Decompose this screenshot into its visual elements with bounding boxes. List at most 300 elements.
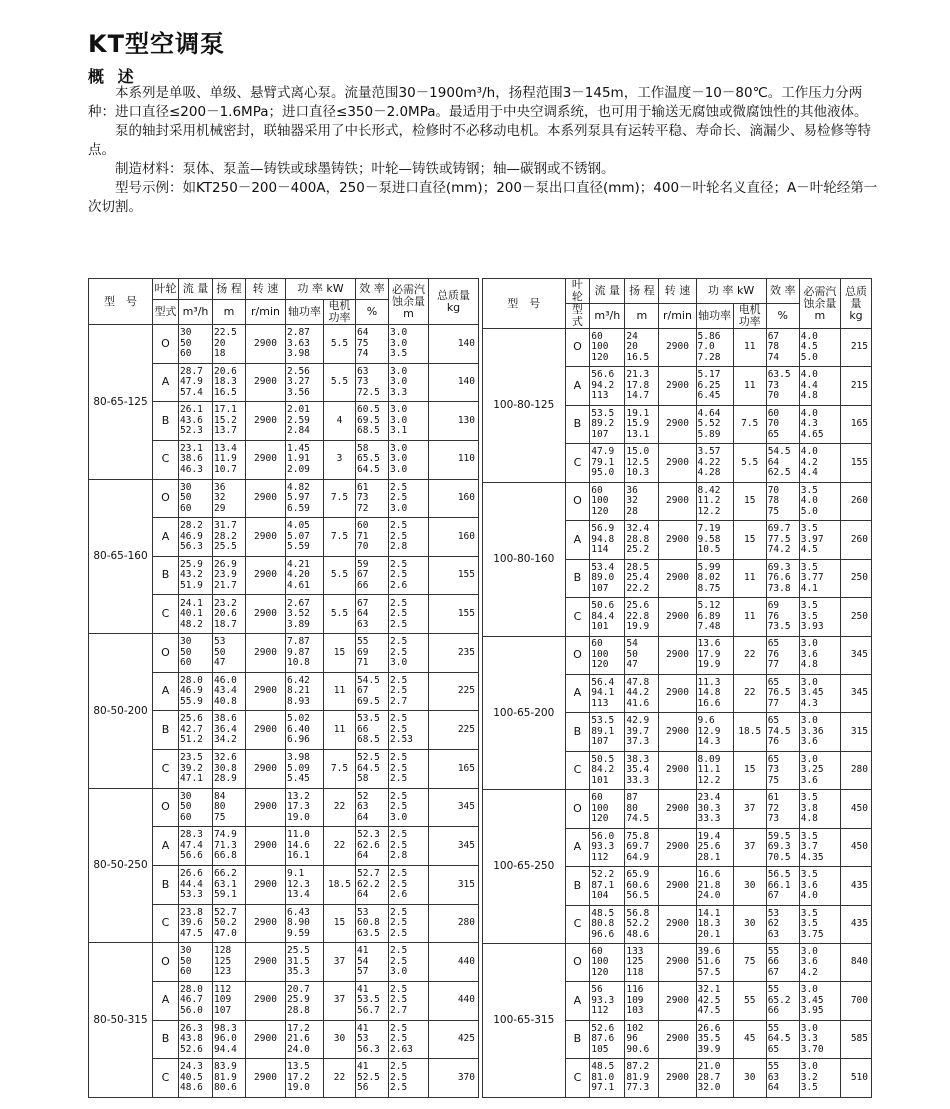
flow-cell: 28.0 46.9 55.9 [179,672,213,711]
speed-cell: 2900 [246,711,286,750]
flow-cell: 30 50 60 [179,943,213,982]
shaft-power-cell: 13.2 17.3 19.0 [286,788,324,827]
spec-table-left [88,278,479,1098]
flow-cell: 26.1 43.6 52.3 [179,402,213,441]
efficiency-cell: 60 70 65 [766,405,799,443]
impeller-type-cell: O [565,636,590,674]
speed-cell: 2900 [659,867,696,905]
npsh-cell: 3.5 3.6 4.0 [799,867,840,905]
intro-text [88,84,878,217]
header-shaft-power: 轴功率 [286,300,324,325]
header-model: 型 号 [89,279,153,325]
impeller-type-cell: B [565,867,590,905]
mass-cell: 215 [840,367,871,405]
intro-paragraph-2: 泵的轴封采用机械密封，联轴器采用了中长形式，检修时不必移动电机。本系列泵具有运转平稳、寿命长、滴漏少、易检修等特点。 [88,123,871,158]
shaft-power-cell: 4.05 5.07 5.59 [286,518,324,557]
efficiency-cell: 41 54 57 [356,943,389,982]
flow-cell: 56 93.3 112 [590,982,625,1020]
efficiency-cell: 69.7 77.5 74.2 [766,521,799,559]
impeller-type-cell: C [153,904,179,943]
header-power: 功 率 kW [286,279,356,300]
motor-power-cell: 30 [324,1020,356,1059]
speed-cell: 2900 [659,521,696,559]
flow-cell: 60 100 120 [590,944,625,982]
header-head-unit: m [625,304,659,329]
head-cell: 23.2 20.6 18.7 [213,595,246,634]
mass-cell: 345 [840,674,871,712]
npsh-cell: 2.5 2.5 3.0 [389,788,429,827]
head-cell: 38.6 36.4 34.2 [213,711,246,750]
flow-cell: 60 100 120 [590,482,625,520]
shaft-power-cell: 21.0 28.7 32.0 [696,1059,733,1098]
head-cell: 74.9 71.3 66.8 [213,827,246,866]
impeller-type-cell: A [153,981,179,1020]
npsh-cell: 2.5 2.5 2.8 [389,518,429,557]
mass-cell: 370 [429,1059,479,1098]
table-row [483,482,872,520]
motor-power-cell: 22 [733,636,766,674]
impeller-type-cell: O [153,634,179,673]
header-impeller: 叶轮 [153,279,179,300]
flow-cell: 23.5 39.2 47.1 [179,750,213,789]
motor-power-cell: 37 [733,828,766,866]
mass-cell: 435 [840,867,871,905]
efficiency-cell: 65 76.5 77 [766,674,799,712]
efficiency-cell: 53.5 66 68.5 [356,711,389,750]
table-row [483,329,872,367]
header-flow-unit: m³/h [179,300,213,325]
efficiency-cell: 52 63 64 [356,788,389,827]
shaft-power-cell: 2.56 3.27 3.56 [286,363,324,402]
shaft-power-cell: 8.09 11.1 12.2 [696,751,733,789]
head-cell: 75.8 69.7 64.9 [625,828,659,866]
head-cell: 83.9 81.9 80.6 [213,1059,246,1098]
impeller-type-cell: B [565,559,590,597]
efficiency-cell: 53 62 63 [766,905,799,943]
efficiency-cell: 61 72 73 [766,790,799,828]
head-cell: 15.0 12.5 10.3 [625,444,659,482]
header-npsh-label: 必需汽蚀余量 [392,282,425,308]
speed-cell: 2900 [659,367,696,405]
shaft-power-cell: 5.99 8.02 8.75 [696,559,733,597]
head-cell: 21.3 17.8 14.7 [625,367,659,405]
speed-cell: 2900 [659,444,696,482]
motor-power-cell: 5.5 [324,325,356,364]
npsh-cell: 3.0 3.6 4.8 [799,636,840,674]
head-cell: 52.7 50.2 47.0 [213,904,246,943]
shaft-power-cell: 17.2 21.6 24.0 [286,1020,324,1059]
npsh-cell: 2.5 2.5 2.53 [389,711,429,750]
mass-cell: 155 [429,595,479,634]
flow-cell: 26.3 43.8 52.6 [179,1020,213,1059]
npsh-cell: 3.5 3.77 4.1 [799,559,840,597]
motor-power-cell: 22 [733,674,766,712]
motor-power-cell: 18.5 [324,865,356,904]
header-efficiency: 效 率 [356,279,389,300]
shaft-power-cell: 11.3 14.8 16.6 [696,674,733,712]
table-row [89,943,479,982]
motor-power-cell: 22 [324,827,356,866]
motor-power-cell: 15 [733,521,766,559]
table-row [89,634,479,673]
table-row [89,788,479,827]
npsh-cell: 3.0 3.2 3.5 [799,1059,840,1098]
npsh-cell: 2.5 2.5 2.8 [389,827,429,866]
speed-cell: 2900 [659,636,696,674]
model-cell: 100-65-200 [483,636,566,790]
header-flow: 流 量 [179,279,213,300]
npsh-cell: 3.0 3.0 3.0 [389,440,429,479]
head-cell: 128 125 123 [213,943,246,982]
header-npsh-label: 必需汽蚀余量 [803,284,837,310]
header-mass-unit: kg [849,308,863,322]
mass-cell: 585 [840,1020,871,1058]
impeller-type-cell: O [153,788,179,827]
motor-power-cell: 15 [733,482,766,520]
motor-power-cell: 7.5 [324,518,356,557]
model-cell: 80-50-200 [89,634,153,789]
header-efficiency: 效 率 [766,279,799,304]
motor-power-cell: 11 [324,672,356,711]
flow-cell: 56.0 93.3 112 [590,828,625,866]
header-speed-unit: r/min [659,304,696,329]
npsh-cell: 3.5 3.8 4.8 [799,790,840,828]
efficiency-cell: 60 71 70 [356,518,389,557]
mass-cell: 840 [840,944,871,982]
speed-cell: 2900 [246,595,286,634]
efficiency-cell: 65 76 77 [766,636,799,674]
impeller-type-cell: B [153,1020,179,1059]
speed-cell: 2900 [246,325,286,364]
header-flow: 流 量 [590,279,625,304]
speed-cell: 2900 [659,1059,696,1098]
npsh-cell: 2.5 2.5 2.5 [389,904,429,943]
head-cell: 22.5 20 18 [213,325,246,364]
model-cell: 100-80-125 [483,329,566,483]
efficiency-cell: 41 53.5 56.7 [356,981,389,1020]
motor-power-cell: 22 [324,788,356,827]
npsh-cell: 3.5 3.5 3.75 [799,905,840,943]
efficiency-cell: 54.5 64 62.5 [766,444,799,482]
table-row [483,944,872,982]
efficiency-cell: 58 65.5 64.5 [356,440,389,479]
motor-power-cell: 37 [324,943,356,982]
shaft-power-cell: 23.4 30.3 33.3 [696,790,733,828]
impeller-type-cell: A [153,518,179,557]
shaft-power-cell: 5.17 6.25 6.45 [696,367,733,405]
mass-cell: 315 [429,865,479,904]
motor-power-cell: 30 [733,1059,766,1098]
speed-cell: 2900 [246,402,286,441]
head-cell: 17.1 15.2 13.7 [213,402,246,441]
impeller-type-cell: A [153,363,179,402]
npsh-cell: 3.5 3.5 3.93 [799,598,840,636]
npsh-cell: 2.5 2.5 2.7 [389,981,429,1020]
header-head: 扬 程 [625,279,659,304]
flow-cell: 60 100 120 [590,790,625,828]
mass-cell: 130 [429,402,479,441]
motor-power-cell: 15 [324,904,356,943]
speed-cell: 2900 [246,672,286,711]
flow-cell: 48.5 81.0 97.1 [590,1059,625,1098]
head-cell: 19.1 15.9 13.1 [625,405,659,443]
efficiency-cell: 65 74.5 76 [766,713,799,751]
head-cell: 65.9 60.6 56.5 [625,867,659,905]
header-efficiency-unit: % [356,300,389,325]
header-npsh [389,279,429,325]
impeller-type-cell: C [565,905,590,943]
efficiency-cell: 55 65.2 66 [766,982,799,1020]
flow-cell: 30 50 60 [179,325,213,364]
shaft-power-cell: 4.82 5.97 6.59 [286,479,324,518]
impeller-type-cell: B [565,713,590,751]
mass-cell: 155 [429,556,479,595]
impeller-type-cell: C [153,440,179,479]
flow-cell: 25.9 43.2 51.9 [179,556,213,595]
flow-cell: 28.0 46.7 56.0 [179,981,213,1020]
head-cell: 102 96 90.6 [625,1020,659,1058]
mass-cell: 510 [840,1059,871,1098]
shaft-power-cell: 6.43 8.90 9.59 [286,904,324,943]
model-cell: 80-65-160 [89,479,153,634]
header-mass [840,279,871,329]
npsh-cell: 3.0 3.36 3.6 [799,713,840,751]
header-mass-unit: kg [446,300,461,314]
mass-cell: 440 [429,943,479,982]
shaft-power-cell: 5.86 7.0 7.28 [696,329,733,367]
header-impeller-sub: 型式 [565,304,590,329]
speed-cell: 2900 [659,828,696,866]
mass-cell: 450 [840,828,871,866]
speed-cell: 2900 [246,634,286,673]
model-cell: 80-65-125 [89,325,153,480]
header-mass-label: 总质量 [437,288,470,302]
intro-paragraph-3: 制造材料：泵体、泵盖—铸铁或球墨铸铁；叶轮—铸铁或铸钢；轴—碳钢或不锈钢。 [115,161,615,177]
efficiency-cell: 67 78 74 [766,329,799,367]
head-cell: 24 20 16.5 [625,329,659,367]
mass-cell: 250 [840,559,871,597]
head-cell: 28.5 25.4 22.2 [625,559,659,597]
speed-cell: 2900 [659,1020,696,1058]
efficiency-cell: 59 67 66 [356,556,389,595]
speed-cell: 2900 [246,981,286,1020]
header-npsh-unit: m [814,308,826,322]
impeller-type-cell: C [153,1059,179,1098]
table-row [89,479,479,518]
page-title: KT型空调泵 [88,30,225,58]
motor-power-cell: 45 [733,1020,766,1058]
efficiency-cell: 55 64.5 65 [766,1020,799,1058]
npsh-cell: 3.0 3.0 3.5 [389,325,429,364]
motor-power-cell: 4 [324,402,356,441]
impeller-type-cell: B [153,402,179,441]
motor-power-cell: 15 [324,634,356,673]
speed-cell: 2900 [246,440,286,479]
spec-table-right-wrap [482,278,872,1098]
npsh-cell: 3.0 3.0 3.3 [389,363,429,402]
npsh-cell: 3.0 3.0 3.1 [389,402,429,441]
speed-cell: 2900 [246,750,286,789]
impeller-type-cell: A [565,367,590,405]
efficiency-cell: 53 60.8 63.5 [356,904,389,943]
shaft-power-cell: 8.42 11.2 12.2 [696,482,733,520]
shaft-power-cell: 3.57 4.22 4.28 [696,444,733,482]
impeller-type-cell: C [565,444,590,482]
efficiency-cell: 52.7 62.2 64 [356,865,389,904]
npsh-cell: 2.5 2.5 2.5 [389,1059,429,1098]
shaft-power-cell: 26.6 35.5 39.9 [696,1020,733,1058]
shaft-power-cell: 20.7 25.9 28.8 [286,981,324,1020]
efficiency-cell: 64 75 74 [356,325,389,364]
flow-cell: 50.6 84.4 101 [590,598,625,636]
flow-cell: 25.6 42.7 51.2 [179,711,213,750]
flow-cell: 56.6 94.2 113 [590,367,625,405]
efficiency-cell: 56.5 66.1 67 [766,867,799,905]
shaft-power-cell: 7.19 9.58 10.5 [696,521,733,559]
header-flow-unit: m³/h [590,304,625,329]
flow-cell: 24.1 40.1 48.2 [179,595,213,634]
npsh-cell: 2.5 2.5 2.63 [389,1020,429,1059]
header-speed: 转 速 [659,279,696,304]
header-npsh-unit: m [403,306,414,320]
header-mass-label: 总质量 [844,284,867,310]
efficiency-cell: 69 76 73.5 [766,598,799,636]
section-heading: 概 述 [88,67,138,86]
efficiency-cell: 55 69 71 [356,634,389,673]
header-head: 扬 程 [213,279,246,300]
head-cell: 46.0 43.4 40.8 [213,672,246,711]
npsh-cell: 3.0 3.45 3.95 [799,982,840,1020]
speed-cell: 2900 [246,904,286,943]
speed-cell: 2900 [246,1059,286,1098]
flow-cell: 52.2 87.1 104 [590,867,625,905]
efficiency-cell: 60.5 69.5 68.5 [356,402,389,441]
speed-cell: 2900 [246,788,286,827]
npsh-cell: 2.5 2.5 3.0 [389,943,429,982]
npsh-cell: 3.0 3.6 4.2 [799,944,840,982]
impeller-type-cell: A [565,828,590,866]
impeller-type-cell: B [153,865,179,904]
shaft-power-cell: 2.67 3.52 3.89 [286,595,324,634]
impeller-type-cell: O [565,790,590,828]
shaft-power-cell: 32.1 42.5 47.5 [696,982,733,1020]
shaft-power-cell: 25.5 31.5 35.3 [286,943,324,982]
npsh-cell: 3.0 3.25 3.6 [799,751,840,789]
npsh-cell: 2.5 2.5 3.0 [389,479,429,518]
npsh-cell: 4.0 4.2 4.4 [799,444,840,482]
head-cell: 25.6 22.8 19.9 [625,598,659,636]
npsh-cell: 4.0 4.5 5.0 [799,329,840,367]
mass-cell: 280 [429,904,479,943]
flow-cell: 30 50 60 [179,788,213,827]
impeller-type-cell: B [153,556,179,595]
flow-cell: 47.9 79.1 95.0 [590,444,625,482]
flow-cell: 52.6 87.6 105 [590,1020,625,1058]
impeller-type-cell: C [565,598,590,636]
flow-cell: 53.5 89.2 107 [590,405,625,443]
efficiency-cell: 59.5 69.3 70.5 [766,828,799,866]
impeller-type-cell: C [565,751,590,789]
efficiency-cell: 41 53 56.3 [356,1020,389,1059]
model-cell: 80-50-250 [89,788,153,943]
efficiency-cell: 70 78 75 [766,482,799,520]
efficiency-cell: 61 73 72 [356,479,389,518]
head-cell: 116 109 103 [625,982,659,1020]
impeller-type-cell: A [565,521,590,559]
impeller-type-cell: O [565,482,590,520]
motor-power-cell: 7.5 [733,405,766,443]
impeller-type-cell: O [153,325,179,364]
speed-cell: 2900 [246,943,286,982]
efficiency-cell: 63 73 72.5 [356,363,389,402]
head-cell: 13.4 11.9 10.7 [213,440,246,479]
motor-power-cell: 11 [733,367,766,405]
header-impeller-sub: 型式 [153,300,179,325]
motor-power-cell: 7.5 [324,750,356,789]
mass-cell: 280 [840,751,871,789]
head-cell: 56.8 52.2 48.6 [625,905,659,943]
efficiency-cell: 52.5 64.5 58 [356,750,389,789]
flow-cell: 28.2 46.9 56.3 [179,518,213,557]
mass-cell: 345 [429,788,479,827]
motor-power-cell: 11 [733,329,766,367]
shaft-power-cell: 3.98 5.09 5.45 [286,750,324,789]
shaft-power-cell: 6.42 8.21 8.93 [286,672,324,711]
head-cell: 98.3 96.0 94.4 [213,1020,246,1059]
speed-cell: 2900 [246,518,286,557]
header-shaft-power: 轴功率 [696,304,733,329]
mass-cell: 140 [429,325,479,364]
motor-power-cell: 22 [324,1059,356,1098]
intro-paragraph-1: 本系列是单吸、单级、悬臂式离心泵。流量范围30－1900m³/h，扬程范围3－145m，工作温度－10－80℃。工作压力分两种：进口直径≤200－1.6MPa；进口直径≤350－2.0MPa。最适用于中央空调系统，也可用于输送无腐蚀或微腐蚀性的其他液体。 [88,85,868,120]
npsh-cell: 4.0 4.4 4.8 [799,367,840,405]
flow-cell: 28.3 47.4 56.6 [179,827,213,866]
flow-cell: 56.4 94.1 113 [590,674,625,712]
header-head-unit: m [213,300,246,325]
model-cell: 80-50-315 [89,943,153,1098]
header-motor-power: 电机功率 [324,300,356,325]
mass-cell: 440 [429,981,479,1020]
impeller-type-cell: O [565,944,590,982]
motor-power-cell: 18.5 [733,713,766,751]
shaft-power-cell: 11.0 14.6 16.1 [286,827,324,866]
table-header [483,279,872,329]
motor-power-cell: 11 [733,559,766,597]
mass-cell: 345 [429,827,479,866]
head-cell: 87 80 74.5 [625,790,659,828]
flow-cell: 24.3 40.5 48.6 [179,1059,213,1098]
impeller-type-cell: O [153,479,179,518]
flow-cell: 28.7 47.9 57.4 [179,363,213,402]
speed-cell: 2900 [659,405,696,443]
header-efficiency-unit: % [766,304,799,329]
shaft-power-cell: 14.1 18.3 20.1 [696,905,733,943]
mass-cell: 140 [429,363,479,402]
motor-power-cell: 11 [324,711,356,750]
impeller-type-cell: A [153,827,179,866]
speed-cell: 2900 [659,790,696,828]
flow-cell: 23.1 38.6 46.3 [179,440,213,479]
shaft-power-cell: 7.87 9.87 10.8 [286,634,324,673]
table-row [483,636,872,674]
header-speed-unit: r/min [246,300,286,325]
head-cell: 84 80 75 [213,788,246,827]
npsh-cell: 3.5 3.7 4.35 [799,828,840,866]
efficiency-cell: 67 64 63 [356,595,389,634]
mass-cell: 260 [840,482,871,520]
npsh-cell: 3.0 3.3 3.70 [799,1020,840,1058]
head-cell: 32.4 28.8 25.2 [625,521,659,559]
